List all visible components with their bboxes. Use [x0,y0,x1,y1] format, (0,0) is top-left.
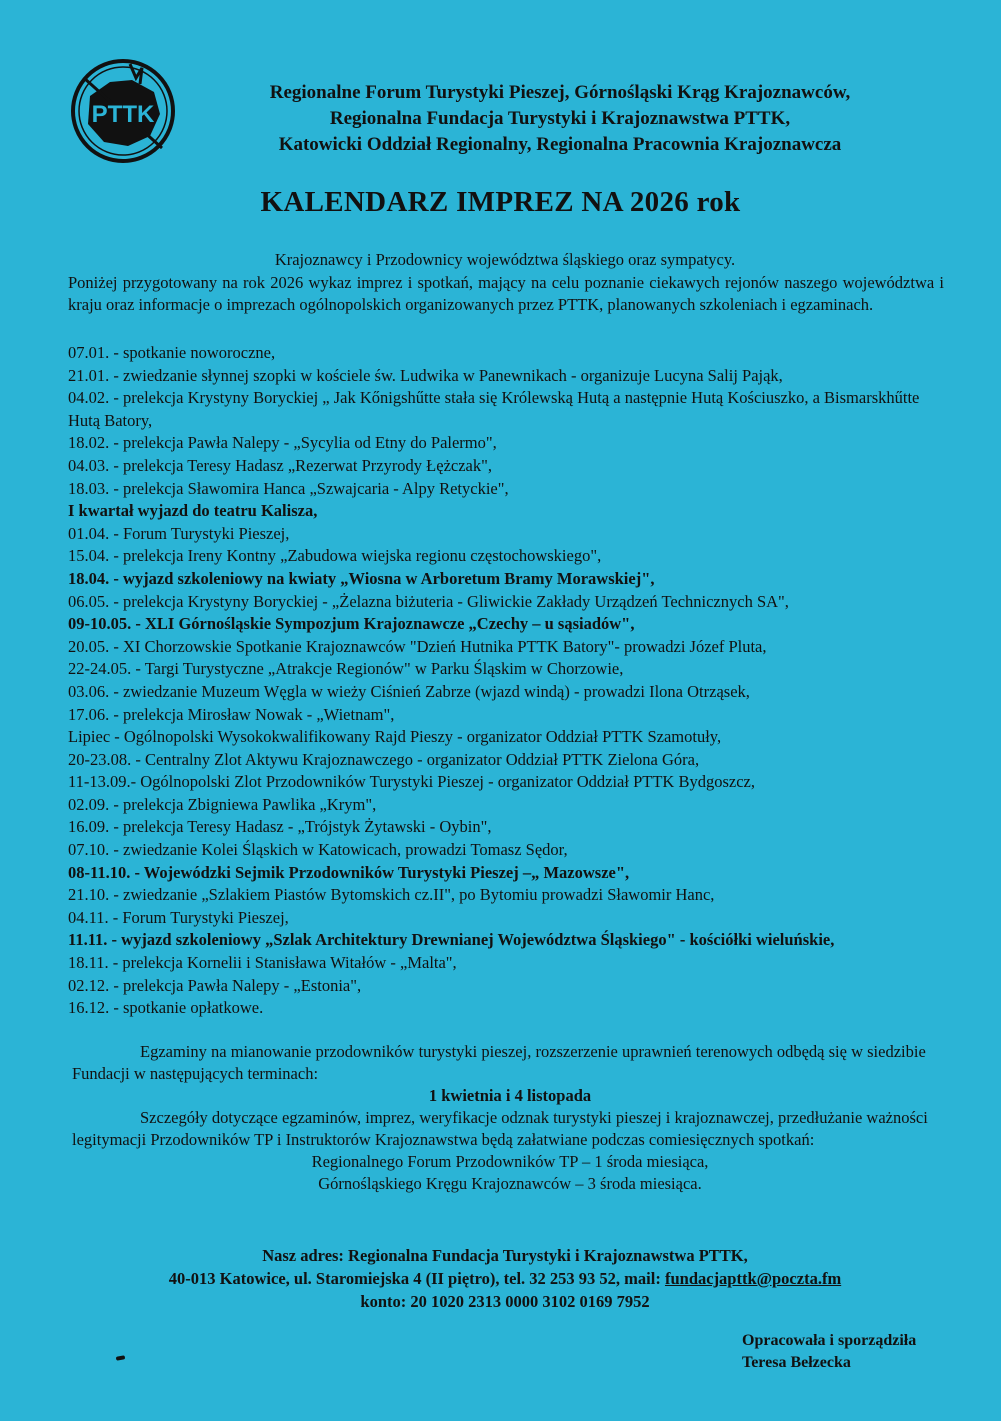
event-item: 18.03. - prelekcja Sławomira Hanca „Szwajcaria - Alpy Retyckie", [68,478,509,498]
event-item: 16.12. - spotkanie opłatkowe. [68,998,264,1018]
header-line: Regionalna Fundacja Turystyki i Krajoznawstwa PTTK, [329,108,791,129]
bank-account: konto: 20 1020 2313 0000 3102 0169 7952 [360,1292,650,1311]
meeting-info: Górnośląskiego Kręgu Krajoznawców – 3 środa miesiąca. [318,1174,702,1193]
event-item: I kwartał wyjazd do teatru Kalisza, [68,501,318,521]
signature-block [742,1330,982,1374]
event-item: 11.11. - wyjazd szkoleniowy „Szlak Architektury Drewnianej Województwa Śląskiego" - kościółki wieluńskie, [68,930,835,950]
address-street: 40-013 Katowice, ul. Staromiejska 4 (II piętro), tel. 32 253 93 52, mail: [168,1269,665,1288]
ink-mark [116,1355,126,1361]
exams-details: Szczegóły dotyczące egzaminów, imprez, weryfikacje odznak turystyki pieszej i krajoznawczej, przedłużanie ważności legitymacji Przodowników TP i Instruktorów Krajoznawstwa będą załatwiane podczas comiesięcznych spotkań: [72,1108,928,1149]
address-line: Nasz adres: Regionalna Fundacja Turystyki i Krajoznawstwa PTTK, [262,1246,748,1265]
event-item: Lipiec - Ogólnopolski Wysokokwalifikowany Rajd Pieszy - organizator Oddział PTTK Szamotuły, [68,727,722,747]
address-block [70,1244,940,1313]
signature-name: Teresa Bełzecka [742,1354,851,1371]
exam-dates: 1 kwietnia i 4 listopada [428,1086,592,1105]
event-item: 18.02. - prelekcja Pawła Nalepy - „Sycylia od Etny do Palermo", [68,433,497,453]
event-item: 16.09. - prelekcja Teresy Hadasz - „Trójstyk Żytawski - Oybin", [68,817,492,837]
exams-paragraph: Egzaminy na mianowanie przodowników turystyki pieszej, rozszerzenie uprawnień terenowych odbędą się w siedzibie Fundacji w następujących terminach: [72,1042,926,1083]
event-item: 21.10. - zwiedzanie „Szlakiem Piastów Bytomskich cz.II", po Bytomiu prowadzi Sławomir Hanc, [68,885,715,905]
exams-section [72,1041,948,1195]
pttk-logo [70,58,176,164]
event-item: 22-24.05. - Targi Turystyczne „Atrakcje Regionów" w Parku Śląskim w Chorzowie, [68,659,624,679]
organization-header [190,80,930,158]
event-item: 04.03. - prelekcja Teresy Hadasz „Rezerwat Przyrody Łężczak", [68,455,492,475]
address-line [70,1267,940,1290]
header-line: Katowicki Oddział Regionalny, Regionalna Pracownia Krajoznawcza [278,134,842,155]
event-item: 04.02. - prelekcja Krystyny Boryckiej „ Jak Kőnigshűtte stała się Królewską Hutą a następnie Hutą Kościuszko, a Bismarskhűtte Hutą Batory, [68,388,920,430]
signature-label: Opracowała i sporządziła [742,1332,917,1349]
logo-text: PTTK [91,101,155,128]
event-item: 02.09. - prelekcja Zbigniewa Pawlika „Krym", [68,794,377,814]
event-item: 01.04. - Forum Turystyki Pieszej, [68,523,290,543]
event-item: 07.01. - spotkanie noworoczne, [68,343,276,362]
event-item: 21.01. - zwiedzanie słynnej szopki w kościele św. Ludwika w Panewnikach - organizuje Lucyna Salij Pająk, [68,365,783,385]
events-list [68,342,948,1020]
event-item: 02.12. - prelekcja Pawła Nalepy - „Estonia", [68,975,362,995]
intro-paragraph: Poniżej przygotowany na rok 2026 wykaz imprez i spotkań, mający na celu poznanie ciekawych rejonów naszego województwa i kraju oraz informacje o imprezach ogólnopolskich organizowanych przez PTTK, planowanych szkoleniach i egzaminach. [68,273,944,314]
event-item: 15.04. - prelekcja Ireny Kontny „Zabudowa wiejska regionu częstochowskiego", [68,546,602,566]
event-item: 09-10.05. - XLI Górnośląskie Sympozjum Krajoznawcze „Czechy – u sąsiadów", [68,614,635,634]
greeting: Krajoznawcy i Przodownicy województwa śląskiego oraz sympatycy. [274,250,736,269]
meeting-info: Regionalnego Forum Przodowników TP – 1 środa miesiąca, [311,1152,709,1171]
event-item: 04.11. - Forum Turystyki Pieszej, [68,907,289,927]
event-item: 06.05. - prelekcja Krystyny Boryckiej - „Żelazna biżuteria - Gliwickie Zakłady Urządzeń Technicznych SA", [68,591,789,611]
page-title: KALENDARZ IMPREZ NA 2026 rok [260,186,741,218]
event-item: 18.04. - wyjazd szkoleniowy na kwiaty „Wiosna w Arboretum Bramy Morawskiej", [68,568,655,588]
event-item: 07.10. - zwiedzanie Kolei Śląskich w Katowicach, prowadzi Tomasz Sędor, [68,840,568,860]
event-item: 20.05. - XI Chorzowskie Spotkanie Krajoznawców "Dzień Hutnika PTTK Batory"- prowadzi Józef Pluta, [68,636,767,656]
event-item: 08-11.10. - Wojewódzki Sejmik Przodowników Turystyki Pieszej –„ Mazowsze", [68,862,630,882]
event-item: 20-23.08. - Centralny Zlot Aktywu Krajoznawczego - organizator Oddział PTTK Zielona Góra, [68,749,700,769]
event-item: 11-13.09.- Ogólnopolski Zlot Przodowników Turystyki Pieszej - organizator Oddział PTTK Bydgoszcz, [68,772,755,792]
header-line: Regionalne Forum Turystyki Pieszej, Górnośląski Krąg Krajoznawców, [269,82,851,103]
event-item: 18.11. - prelekcja Kornelii i Stanisława Witałów - „Malta", [68,953,457,973]
event-item: 03.06. - zwiedzanie Muzeum Węgla w wieży Ciśnień Zabrze (wjazd windą) - prowadzi Ilona Otrząsek, [68,681,750,701]
event-item: 17.06. - prelekcja Mirosław Nowak - „Wietnam", [68,704,395,724]
email-link[interactable]: fundacjapttk@poczta.fm [664,1269,842,1288]
